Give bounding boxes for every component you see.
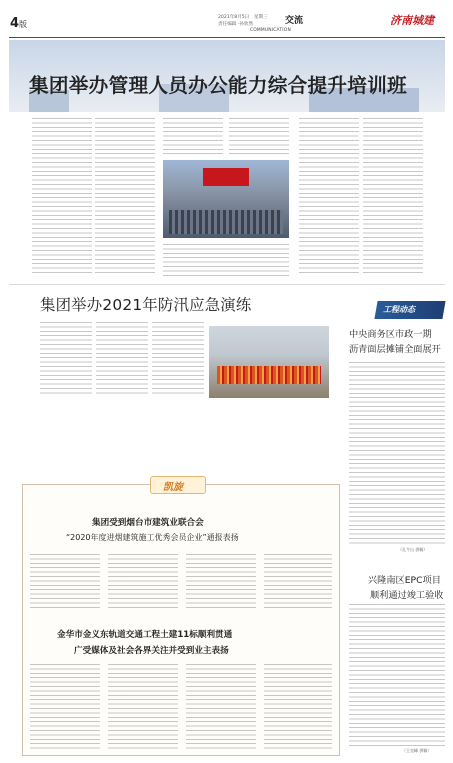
- issue-date: 2021年8月5日 星期三: [218, 15, 268, 20]
- news1-source: （孔令山 供稿）: [398, 547, 428, 552]
- news1-title-1: 中央商务区市政一期: [349, 329, 432, 340]
- bottom-article2-col1: [30, 664, 100, 750]
- bottom-article2-col4: [264, 664, 332, 750]
- page-number-suffix: 版: [19, 20, 28, 29]
- bottom-article1-col1: [30, 554, 100, 610]
- news2-source: （王克峰 供稿）: [402, 748, 432, 753]
- section-title: 交流: [285, 16, 304, 26]
- commendation-stamp-text: 凯旋: [163, 482, 183, 493]
- photo-audience: [169, 210, 283, 234]
- article2-col3: [152, 322, 204, 396]
- news1-body: [349, 362, 445, 544]
- article1-col7: [363, 118, 423, 276]
- header-rule: [9, 37, 445, 38]
- page-number: [10, 16, 27, 31]
- bottom-article1-col2: [108, 554, 178, 610]
- bottom-article1-col4: [264, 554, 332, 610]
- bottom-headline2-l1: 金华市金义东轨道交通工程土建11标顺利贯通: [57, 630, 233, 640]
- news2-body: [349, 604, 445, 746]
- bottom-headline1-l2: “2020年度进烟建筑施工优秀会员企业”通报表扬: [66, 533, 239, 542]
- training-photo: [163, 160, 289, 238]
- page-number-digit: 4: [10, 16, 20, 31]
- article1-col3: [163, 118, 223, 154]
- bottom-article1-col3: [186, 554, 256, 610]
- news1-title-2: 沥青面层摊铺全面展开: [349, 344, 441, 355]
- news2-title-1: 兴隆南区EPC项目: [368, 575, 441, 586]
- article2-col2: [96, 322, 148, 396]
- article2-headline: 集团举办2021年防汛应急演练: [40, 296, 252, 314]
- article1-col6: [299, 118, 359, 276]
- divider-1: [9, 284, 445, 285]
- page-header: [0, 0, 453, 40]
- drill-crowd: [217, 366, 321, 384]
- section-en: COMMUNICATION: [250, 28, 291, 33]
- editor-line: 责任编辑 ·孙欣然: [218, 22, 254, 27]
- article2-col1: [40, 322, 92, 396]
- article1-col5: [163, 244, 289, 276]
- article1-col1: [32, 118, 92, 276]
- photo-screen: [203, 168, 249, 186]
- sidebar-tag-label: 工程动态: [383, 305, 415, 314]
- article1-col2: [95, 118, 155, 276]
- bottom-headline1-l1: 集团受到烟台市建筑业联合会: [92, 518, 204, 528]
- bottom-article2-col2: [108, 664, 178, 750]
- article1-col4: [229, 118, 289, 154]
- news2-title-2: 顺利通过竣工验收: [370, 590, 444, 601]
- drill-photo: [209, 326, 329, 398]
- masthead-logo: 济南城建: [390, 14, 434, 27]
- headline-banner: [9, 40, 445, 112]
- bottom-headline2-l2: 广受媒体及社会各界关注并受到业主表扬: [74, 646, 229, 656]
- banner-headline: 集团举办管理人员办公能力综合提升培训班: [29, 74, 407, 97]
- bottom-article2-col3: [186, 664, 256, 750]
